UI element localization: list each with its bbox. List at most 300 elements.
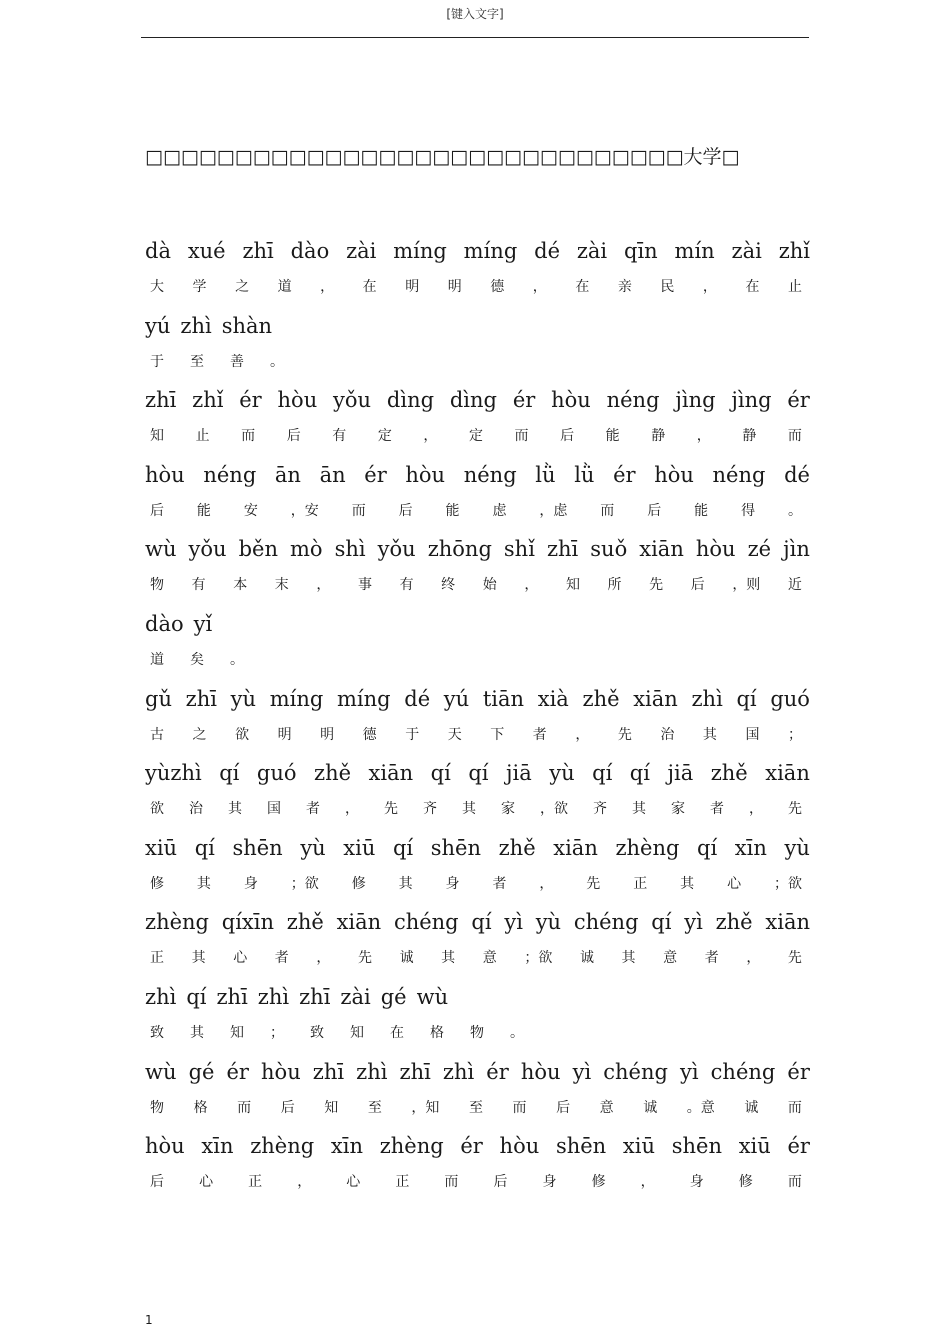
pinyin-line bbox=[145, 536, 810, 562]
hanzi-char: 先 bbox=[617, 726, 632, 743]
pinyin-syllable: míng bbox=[269, 686, 324, 711]
hanzi-char: 者 bbox=[704, 950, 719, 967]
hanzi-char: ，安 bbox=[290, 502, 319, 519]
hanzi-char: 齐 bbox=[593, 801, 607, 818]
pinyin-syllable: zhì bbox=[442, 1059, 475, 1084]
pinyin-syllable: yǐ bbox=[193, 612, 213, 636]
hanzi-char: 之 bbox=[192, 726, 207, 743]
pinyin-syllable: hòu bbox=[261, 1059, 301, 1084]
pinyin-syllable: qí bbox=[651, 910, 672, 935]
pinyin-line bbox=[145, 984, 810, 1010]
pinyin-syllable: zhì bbox=[691, 686, 723, 711]
hanzi-char: 者 bbox=[274, 950, 289, 967]
hanzi-char: 而 bbox=[237, 1099, 252, 1116]
pinyin-syllable: yú bbox=[145, 313, 171, 338]
pinyin-syllable: zhī bbox=[242, 239, 274, 263]
hanzi-char: 齐 bbox=[423, 801, 437, 818]
hanzi-char: 家 bbox=[501, 801, 515, 818]
pinyin-syllable: dé bbox=[404, 686, 431, 711]
pinyin-syllable: qí bbox=[592, 761, 613, 786]
hanzi-char: 身 bbox=[243, 875, 258, 892]
hanzi-char: 后 bbox=[493, 1174, 508, 1191]
pinyin-syllable: dé bbox=[784, 462, 810, 487]
pinyin-syllable: suǒ bbox=[590, 537, 628, 562]
hanzi-char: 其 bbox=[441, 950, 456, 967]
hanzi-char: 能 bbox=[694, 502, 709, 519]
pinyin-syllable: lǜ bbox=[574, 462, 595, 487]
hanzi-char: 格 bbox=[430, 1025, 444, 1041]
pinyin-syllable: lǜ bbox=[535, 462, 556, 487]
pinyin-syllable: zhī bbox=[185, 686, 217, 711]
hanzi-char: 知 bbox=[230, 1025, 244, 1041]
hanzi-char: ， bbox=[316, 577, 331, 594]
pinyin-syllable: qí bbox=[186, 985, 207, 1009]
hanzi-char: 道 bbox=[277, 279, 292, 295]
hanzi-char: ；欲 bbox=[290, 875, 319, 892]
pinyin-syllable: zhì bbox=[180, 313, 212, 338]
hanzi-char: 先 bbox=[384, 801, 398, 818]
pinyin-syllable: jiā bbox=[667, 761, 694, 786]
pinyin-syllable: yǒu bbox=[377, 537, 416, 562]
pinyin-syllable: zhì bbox=[145, 985, 177, 1009]
pinyin-syllable: qí bbox=[629, 761, 650, 786]
pinyin-syllable: zhě bbox=[286, 910, 324, 935]
pinyin-syllable: jìng bbox=[731, 388, 772, 413]
hanzi-char: 后 bbox=[647, 502, 662, 519]
hanzi-char: 至 bbox=[190, 353, 204, 370]
pinyin-syllable: xiān bbox=[336, 910, 382, 935]
hanzi-char: 而 bbox=[241, 428, 256, 445]
pinyin-syllable: xiū bbox=[343, 835, 376, 860]
hanzi-line bbox=[150, 500, 802, 526]
pinyin-syllable: xīn bbox=[734, 835, 767, 860]
hanzi-char: 物 bbox=[150, 577, 164, 594]
hanzi-char: ，欲 bbox=[540, 801, 568, 818]
hanzi-char: 家 bbox=[671, 801, 685, 818]
hanzi-line bbox=[150, 649, 802, 675]
hanzi-char: 在 bbox=[575, 279, 590, 295]
pinyin-syllable: zài bbox=[340, 985, 371, 1009]
hanzi-char: 德 bbox=[362, 726, 377, 743]
pinyin-syllable: chéng bbox=[393, 910, 459, 935]
hanzi-char: 国 bbox=[745, 726, 760, 743]
hanzi-char: 能 bbox=[196, 502, 211, 519]
hanzi-char: 心 bbox=[233, 950, 248, 967]
hanzi-char: ，知 bbox=[411, 1099, 440, 1116]
hanzi-char: 者 bbox=[492, 875, 507, 892]
pinyin-syllable: dìng bbox=[449, 388, 497, 413]
pinyin-syllable: hòu bbox=[695, 537, 736, 562]
pinyin-syllable: míng bbox=[463, 239, 518, 263]
pinyin-syllable: xiū bbox=[145, 835, 178, 860]
pinyin-syllable: míng bbox=[393, 239, 447, 263]
hanzi-char: 后 bbox=[556, 1099, 571, 1116]
pinyin-syllable: ér bbox=[364, 462, 387, 487]
hanzi-char: 诚 bbox=[744, 1099, 759, 1116]
hanzi-char: 修 bbox=[150, 875, 164, 892]
pinyin-syllable: jiā bbox=[505, 761, 532, 786]
pinyin-syllable: wù bbox=[145, 537, 177, 562]
pinyin-syllable: zhǐ bbox=[192, 388, 224, 413]
pinyin-line bbox=[145, 462, 810, 488]
hanzi-char: 而 bbox=[512, 1099, 527, 1116]
hanzi-char: 至 bbox=[468, 1099, 483, 1116]
pinyin-syllable: ér bbox=[613, 462, 636, 487]
pinyin-syllable: zhì bbox=[356, 1059, 388, 1084]
hanzi-char: 。 bbox=[230, 652, 244, 668]
hanzi-char: 。 bbox=[787, 502, 802, 519]
hanzi-line bbox=[150, 873, 802, 899]
pinyin-line bbox=[145, 387, 810, 413]
hanzi-char: 知 bbox=[565, 577, 580, 594]
pinyin-syllable: zhī bbox=[145, 388, 177, 413]
hanzi-char: 后 bbox=[560, 428, 575, 445]
document-title: □□□□□□□□□□□□□□□□□□□□□□□□□□□□□□大学□ bbox=[145, 146, 740, 168]
hanzi-char: 后 bbox=[286, 428, 301, 445]
pinyin-syllable: yùzhì bbox=[145, 761, 202, 786]
pinyin-syllable: néng bbox=[463, 462, 517, 487]
hanzi-line bbox=[150, 574, 802, 600]
hanzi-char: 格 bbox=[193, 1099, 208, 1116]
pinyin-syllable: zhī bbox=[312, 1059, 345, 1084]
hanzi-char: 有 bbox=[191, 577, 206, 594]
hanzi-char: 身 bbox=[542, 1174, 557, 1191]
pinyin-syllable: jìng bbox=[675, 388, 716, 413]
hanzi-char: 末 bbox=[274, 577, 289, 594]
hanzi-char: 后 bbox=[398, 502, 413, 519]
pinyin-syllable: shēn bbox=[232, 835, 283, 860]
pinyin-syllable: zhě bbox=[710, 761, 748, 786]
hanzi-char: ；欲 bbox=[773, 875, 802, 892]
hanzi-char: 。 bbox=[510, 1025, 524, 1041]
hanzi-char: 明 bbox=[447, 279, 462, 295]
hanzi-char: ， bbox=[696, 428, 711, 445]
hanzi-char: 正 bbox=[150, 950, 164, 967]
hanzi-char: 欲 bbox=[235, 726, 250, 743]
pinyin-syllable: shēn bbox=[671, 1134, 722, 1159]
pinyin-syllable: zhī bbox=[399, 1059, 431, 1084]
hanzi-char: 所 bbox=[607, 577, 622, 594]
hanzi-char: 知 bbox=[324, 1099, 339, 1116]
hanzi-char: 明 bbox=[320, 726, 335, 743]
pinyin-syllable: ān bbox=[274, 462, 301, 487]
hanzi-line bbox=[150, 425, 802, 451]
hanzi-char: 诚 bbox=[579, 950, 594, 967]
hanzi-char: ； bbox=[787, 726, 802, 743]
hanzi-char: ， bbox=[297, 1174, 312, 1191]
hanzi-char: 而 bbox=[787, 1174, 802, 1191]
hanzi-char: ， bbox=[702, 279, 717, 295]
hanzi-char: 国 bbox=[267, 801, 281, 818]
hanzi-char: 学 bbox=[192, 279, 207, 295]
pinyin-syllable: yù bbox=[784, 835, 810, 860]
pinyin-syllable: hòu bbox=[520, 1059, 561, 1084]
hanzi-char: 古 bbox=[150, 726, 164, 743]
pinyin-syllable: mò bbox=[290, 537, 323, 562]
pinyin-syllable: shàn bbox=[221, 313, 273, 338]
pinyin-syllable: tiān bbox=[482, 686, 525, 711]
pinyin-syllable: xiān bbox=[368, 761, 414, 786]
hanzi-char: ； bbox=[270, 1025, 284, 1041]
pinyin-syllable: yì bbox=[684, 910, 703, 935]
hanzi-char: 后 bbox=[690, 577, 705, 594]
hanzi-char: 而 bbox=[444, 1174, 459, 1191]
hanzi-char: 意 bbox=[482, 950, 497, 967]
pinyin-syllable: xiū bbox=[738, 1134, 771, 1159]
hanzi-char: 道 bbox=[150, 652, 164, 668]
pinyin-line bbox=[145, 313, 810, 339]
pinyin-syllable: qí bbox=[392, 835, 414, 860]
hanzi-char: 其 bbox=[632, 801, 646, 818]
pinyin-syllable: xiān bbox=[633, 686, 678, 711]
pinyin-syllable: xiān bbox=[765, 910, 810, 935]
pinyin-line bbox=[145, 1059, 810, 1085]
hanzi-char: 知 bbox=[350, 1025, 364, 1041]
hanzi-char: 正 bbox=[395, 1174, 410, 1191]
pinyin-syllable: qí bbox=[471, 910, 492, 935]
pinyin-syllable: hòu bbox=[145, 1134, 185, 1159]
pinyin-syllable: shǐ bbox=[503, 537, 535, 562]
hanzi-char: ，则 bbox=[732, 577, 761, 594]
pinyin-syllable: dào bbox=[290, 239, 330, 263]
pinyin-syllable: hòu bbox=[499, 1134, 540, 1159]
hanzi-char: 知 bbox=[150, 428, 164, 445]
hanzi-char: 在 bbox=[390, 1025, 404, 1041]
pinyin-syllable: jìn bbox=[783, 537, 810, 562]
hanzi-char: 安 bbox=[243, 502, 258, 519]
pinyin-syllable: qí bbox=[194, 835, 215, 860]
pinyin-syllable: ér bbox=[226, 1059, 249, 1084]
pinyin-syllable: yù bbox=[549, 761, 575, 786]
pinyin-syllable: chéng bbox=[603, 1059, 668, 1084]
hanzi-char: 在 bbox=[362, 279, 377, 295]
hanzi-char: 。意 bbox=[686, 1099, 715, 1116]
hanzi-char: 治 bbox=[189, 801, 203, 818]
hanzi-char: 止 bbox=[787, 279, 802, 295]
pinyin-syllable: chéng bbox=[710, 1059, 776, 1084]
pinyin-syllable: guó bbox=[256, 761, 297, 786]
hanzi-char: 大 bbox=[150, 279, 164, 295]
hanzi-char: ；欲 bbox=[524, 950, 553, 967]
hanzi-line bbox=[150, 276, 802, 302]
pinyin-syllable: dé bbox=[534, 239, 560, 263]
hanzi-char: 修 bbox=[351, 875, 366, 892]
pinyin-syllable: yì bbox=[504, 910, 523, 935]
page-header-text: [键入文字] bbox=[446, 7, 504, 21]
hanzi-char: 德 bbox=[490, 279, 505, 295]
pinyin-syllable: zài bbox=[346, 239, 377, 263]
pinyin-syllable: xiū bbox=[622, 1134, 656, 1159]
hanzi-char: 而 bbox=[351, 502, 366, 519]
hanzi-char: ， bbox=[532, 279, 547, 295]
pinyin-syllable: yǒu bbox=[188, 537, 227, 562]
hanzi-char: 而 bbox=[514, 428, 529, 445]
pinyin-syllable: xīn bbox=[201, 1134, 234, 1159]
hanzi-char: 下 bbox=[490, 726, 505, 743]
hanzi-char: ， bbox=[423, 428, 438, 445]
pinyin-syllable: néng bbox=[712, 462, 766, 487]
hanzi-char: 有 bbox=[399, 577, 414, 594]
hanzi-char: 身 bbox=[445, 875, 460, 892]
pinyin-syllable: qí bbox=[468, 761, 489, 786]
pinyin-line bbox=[145, 238, 810, 264]
hanzi-char: 其 bbox=[462, 801, 476, 818]
hanzi-char: 在 bbox=[745, 279, 760, 295]
pinyin-line bbox=[145, 686, 810, 712]
hanzi-char: 明 bbox=[405, 279, 420, 295]
hanzi-char: ， bbox=[524, 577, 539, 594]
pinyin-syllable: xiān bbox=[765, 761, 810, 786]
pinyin-syllable: mín bbox=[674, 239, 715, 263]
pinyin-line bbox=[145, 909, 810, 935]
pinyin-syllable: ér bbox=[787, 388, 810, 413]
pinyin-syllable: yù bbox=[535, 910, 562, 935]
pinyin-line bbox=[145, 835, 810, 861]
pinyin-syllable: gǔ bbox=[145, 686, 172, 711]
pinyin-syllable: ér bbox=[512, 388, 536, 413]
pinyin-syllable: ér bbox=[787, 1059, 810, 1084]
pinyin-syllable: míng bbox=[336, 686, 391, 711]
hanzi-char: 身 bbox=[689, 1174, 704, 1191]
hanzi-char: 心 bbox=[346, 1174, 361, 1191]
hanzi-char: 事 bbox=[357, 577, 372, 594]
hanzi-char: 其 bbox=[621, 950, 636, 967]
hanzi-char: 其 bbox=[702, 726, 717, 743]
hanzi-char: 诚 bbox=[399, 950, 414, 967]
hanzi-char: 而 bbox=[600, 502, 615, 519]
pinyin-syllable: hòu bbox=[145, 462, 185, 487]
hanzi-char: 明 bbox=[277, 726, 292, 743]
pinyin-syllable: zài bbox=[576, 239, 608, 263]
hanzi-char: 定 bbox=[468, 428, 483, 445]
pinyin-syllable: zhōng bbox=[427, 537, 492, 562]
pinyin-syllable: shēn bbox=[430, 835, 482, 860]
hanzi-char: 能 bbox=[445, 502, 460, 519]
hanzi-char: 其 bbox=[228, 801, 242, 818]
hanzi-char: 静 bbox=[651, 428, 666, 445]
hanzi-char: 其 bbox=[190, 1025, 204, 1041]
hanzi-char: 终 bbox=[441, 577, 456, 594]
pinyin-syllable: hòu bbox=[277, 388, 318, 413]
pinyin-syllable: gé bbox=[380, 985, 407, 1009]
hanzi-line bbox=[150, 351, 802, 377]
hanzi-char: ， bbox=[575, 726, 590, 743]
hanzi-char: 物 bbox=[470, 1025, 484, 1041]
hanzi-line bbox=[150, 1171, 802, 1197]
page-number: 1 bbox=[145, 1313, 153, 1327]
pinyin-line bbox=[145, 611, 810, 637]
hanzi-char: 之 bbox=[235, 279, 250, 295]
pinyin-syllable: zhě bbox=[314, 761, 352, 786]
pinyin-syllable: wù bbox=[416, 985, 449, 1009]
pinyin-syllable: dào bbox=[145, 612, 184, 636]
pinyin-syllable: zhèng bbox=[250, 1134, 315, 1159]
hanzi-char: 意 bbox=[599, 1099, 614, 1116]
pinyin-syllable: ér bbox=[239, 388, 262, 413]
pinyin-syllable: xiān bbox=[639, 537, 684, 562]
pinyin-syllable: qí bbox=[697, 835, 718, 860]
hanzi-char: 得 bbox=[741, 502, 756, 519]
pinyin-syllable: guó bbox=[770, 686, 810, 711]
hanzi-char: 先 bbox=[787, 950, 802, 967]
hanzi-char: ， bbox=[640, 1174, 655, 1191]
pinyin-syllable: zhě bbox=[715, 910, 753, 935]
hanzi-char: 欲 bbox=[150, 801, 164, 818]
hanzi-char: 正 bbox=[633, 875, 648, 892]
pinyin-syllable: zhī bbox=[546, 537, 579, 562]
pinyin-syllable: zhī bbox=[299, 985, 331, 1009]
hanzi-char: ， bbox=[749, 801, 763, 818]
hanzi-char: 先 bbox=[649, 577, 664, 594]
hanzi-char: 者 bbox=[306, 801, 320, 818]
pinyin-syllable: hòu bbox=[405, 462, 446, 487]
pinyin-syllable: yú bbox=[443, 686, 470, 711]
hanzi-char: ， bbox=[345, 801, 359, 818]
pinyin-syllable: zài bbox=[731, 239, 762, 263]
pinyin-syllable: yù bbox=[230, 686, 257, 711]
pinyin-syllable: shēn bbox=[555, 1134, 607, 1159]
hanzi-char: 止 bbox=[195, 428, 210, 445]
pinyin-syllable: dà bbox=[145, 239, 171, 263]
hanzi-char: 诚 bbox=[643, 1099, 658, 1116]
hanzi-char: 修 bbox=[591, 1174, 606, 1191]
pinyin-syllable: yù bbox=[300, 835, 326, 860]
pinyin-syllable: zhì bbox=[257, 985, 290, 1009]
hanzi-char: 于 bbox=[405, 726, 420, 743]
hanzi-char: 于 bbox=[150, 353, 164, 370]
hanzi-char: 其 bbox=[398, 875, 413, 892]
pinyin-syllable: chéng bbox=[573, 910, 639, 935]
hanzi-char: 心 bbox=[199, 1174, 214, 1191]
pinyin-syllable: hòu bbox=[654, 462, 694, 487]
pinyin-syllable: wù bbox=[145, 1059, 177, 1084]
hanzi-char: 至 bbox=[367, 1099, 382, 1116]
pinyin-syllable: qí bbox=[736, 686, 757, 711]
hanzi-char: 先 bbox=[788, 801, 802, 818]
hanzi-char: 而 bbox=[787, 1099, 802, 1116]
hanzi-char: 者 bbox=[710, 801, 724, 818]
hanzi-char: 后 bbox=[280, 1099, 295, 1116]
pinyin-syllable: shì bbox=[334, 537, 366, 562]
pinyin-line bbox=[145, 760, 810, 786]
hanzi-char: 先 bbox=[586, 875, 601, 892]
pinyin-syllable: zhī bbox=[216, 985, 248, 1009]
pinyin-syllable: běn bbox=[238, 537, 278, 562]
hanzi-line bbox=[150, 947, 802, 973]
hanzi-char: 静 bbox=[742, 428, 757, 445]
hanzi-char: 先 bbox=[357, 950, 372, 967]
hanzi-char: 近 bbox=[787, 577, 802, 594]
hanzi-char: 致 bbox=[150, 1025, 164, 1041]
pinyin-syllable: xià bbox=[537, 686, 569, 711]
hanzi-char: ， bbox=[320, 279, 335, 295]
pinyin-syllable: zhǐ bbox=[778, 239, 810, 263]
hanzi-char: 而 bbox=[787, 428, 802, 445]
hanzi-char: 虑 bbox=[492, 502, 507, 519]
hanzi-char: 物 bbox=[150, 1099, 164, 1116]
pinyin-syllable: zé bbox=[747, 537, 772, 562]
hanzi-char: 矣 bbox=[190, 652, 204, 668]
hanzi-char: 能 bbox=[605, 428, 620, 445]
hanzi-char: ， bbox=[539, 875, 554, 892]
pinyin-syllable: ér bbox=[460, 1134, 483, 1159]
hanzi-char: 致 bbox=[310, 1025, 324, 1041]
hanzi-char: 正 bbox=[248, 1174, 263, 1191]
hanzi-char: 后 bbox=[150, 502, 164, 519]
pinyin-syllable: xīn bbox=[330, 1134, 363, 1159]
hanzi-char: 其 bbox=[680, 875, 695, 892]
pinyin-syllable: gé bbox=[188, 1059, 215, 1084]
